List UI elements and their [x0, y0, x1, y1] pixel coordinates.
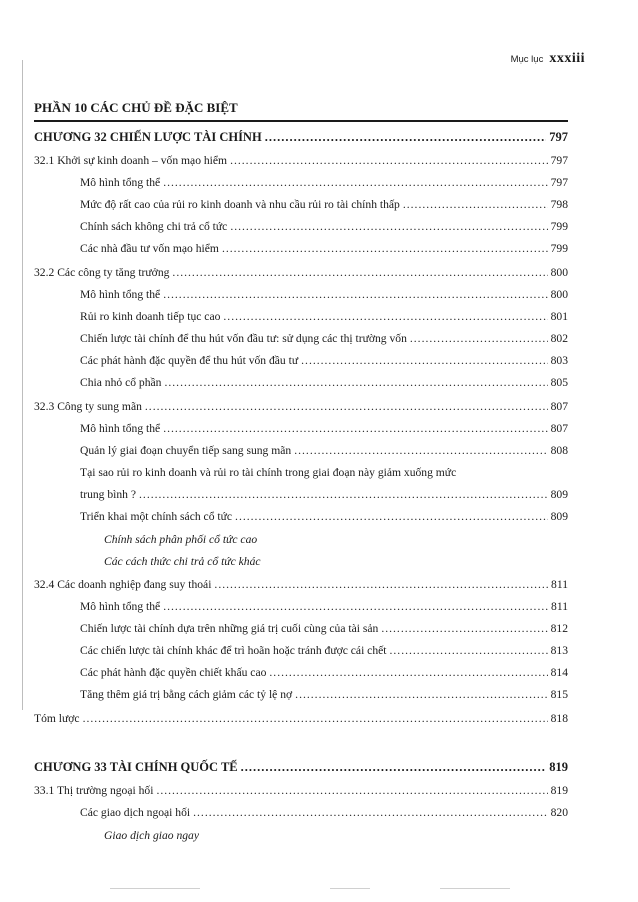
- page-number: 813: [550, 644, 568, 657]
- entry-title: 32.1 Khởi sự kinh doanh – vốn mạo hiểm: [34, 154, 228, 167]
- page-number: 798: [550, 198, 568, 211]
- page-number: 805: [550, 376, 568, 389]
- page-number: 809: [550, 488, 568, 501]
- toc-entry[interactable]: [80, 332, 568, 346]
- page-number: 808: [550, 444, 568, 457]
- toc-entry[interactable]: [80, 310, 568, 324]
- leader-dots: [139, 488, 548, 502]
- page-number: 797: [549, 130, 568, 144]
- leader-dots: [163, 176, 547, 190]
- page-number: 815: [550, 688, 568, 701]
- entry-title: Chiến lược tài chính dựa trên những giá trị cuối cùng của tài sản: [80, 622, 379, 635]
- page-number: 819: [550, 784, 568, 797]
- toc-entry[interactable]: [80, 242, 568, 256]
- leader-dots: [83, 712, 548, 726]
- entry-title: 32.3 Công ty sung mãn: [34, 400, 142, 413]
- leader-dots: [222, 242, 548, 256]
- leader-dots: [301, 354, 547, 368]
- toc-entry[interactable]: [80, 198, 568, 212]
- toc-subentry[interactable]: Chính sách phân phối cổ tức cao: [104, 533, 258, 546]
- leader-dots: [294, 444, 547, 458]
- entry-title: Mô hình tổng thể: [80, 600, 161, 613]
- entry-title: Chiến lược tài chính để thu hút vốn đầu tư: sử dụng các thị trường vốn: [80, 332, 407, 345]
- entry-title: Các phát hành đặc quyền để thu hút vốn đầu tư: [80, 354, 299, 367]
- entry-title: Chia nhỏ cổ phần: [80, 376, 162, 389]
- entry-title: Rủi ro kinh doanh tiếp tục cao: [80, 310, 221, 323]
- page-number: 801: [550, 310, 568, 323]
- toc-entry[interactable]: [80, 600, 568, 614]
- toc-entry[interactable]: [80, 176, 568, 190]
- page-number: 814: [550, 666, 568, 679]
- entry-title: Mô hình tổng thể: [80, 288, 161, 301]
- leader-dots: [410, 332, 548, 346]
- toc-entry[interactable]: [80, 288, 568, 302]
- entry-title: Tăng thêm giá trị bằng cách giảm các tỷ lệ nợ: [80, 688, 293, 701]
- entry-title: Các chiến lược tài chính khác để trì hoãn hoặc tránh được cái chết: [80, 644, 387, 657]
- leader-dots: [381, 622, 547, 636]
- chapter-32-entry[interactable]: [34, 130, 568, 144]
- toc-entry[interactable]: [80, 488, 568, 502]
- entry-title: Triển khai một chính sách cổ tức: [80, 510, 233, 523]
- toc-entry[interactable]: [80, 510, 568, 524]
- entry-title: Tóm lược: [34, 712, 80, 725]
- entry-title: Chính sách không chi trả cổ tức: [80, 220, 228, 233]
- part-title: PHẦN 10 CÁC CHỦ ĐỀ ĐẶC BIỆT: [34, 100, 238, 115]
- toc-entry[interactable]: [80, 666, 568, 680]
- page-number: 809: [550, 510, 568, 523]
- page-number: 797: [550, 176, 568, 189]
- toc-entry[interactable]: [80, 220, 568, 234]
- leader-dots: [164, 376, 547, 390]
- running-header: [511, 51, 585, 67]
- entry-title: Các giao dịch ngoại hối: [80, 806, 191, 819]
- page-number: 800: [550, 266, 568, 279]
- page-number: 811: [551, 600, 568, 613]
- page-number: 807: [550, 422, 568, 435]
- leader-dots: [223, 310, 547, 324]
- toc-entry-section-32-2[interactable]: [34, 266, 568, 280]
- leader-dots: [230, 220, 547, 234]
- entry-title: Các phát hành đặc quyền chiết khấu cao: [80, 666, 267, 679]
- entry-title: trung bình ?: [80, 488, 137, 501]
- leader-dots: [295, 688, 547, 702]
- leader-dots: [269, 666, 547, 680]
- page-number: 820: [550, 806, 568, 819]
- scan-artifact: [440, 888, 510, 889]
- toc-entry-section-33-1[interactable]: [34, 784, 568, 798]
- toc-subentry[interactable]: Các cách thức chi trả cổ tức khác: [104, 555, 261, 568]
- page-edge-line: [22, 60, 23, 710]
- toc-entry[interactable]: [80, 376, 568, 390]
- scan-artifact: [330, 888, 370, 889]
- page-number: 800: [550, 288, 568, 301]
- page-number: 819: [549, 760, 568, 774]
- page-number: 812: [550, 622, 568, 635]
- entry-title: 32.2 Các công ty tăng trưởng: [34, 266, 170, 279]
- entry-title: Mức độ rất cao của rủi ro kinh doanh và nhu cầu rủi ro tài chính thấp: [80, 198, 400, 211]
- toc-entry[interactable]: [80, 622, 568, 636]
- header-page-number: xxxiii: [549, 51, 585, 66]
- entry-title: Mô hình tổng thể: [80, 422, 161, 435]
- header-section: Mục lục: [510, 54, 544, 65]
- part-rule: [34, 120, 568, 122]
- toc-entry-summary[interactable]: [34, 712, 568, 726]
- leader-dots: [163, 422, 547, 436]
- entry-title: Mô hình tổng thể: [80, 176, 161, 189]
- chapter-33-entry[interactable]: [34, 760, 568, 774]
- page-number: 797: [550, 154, 568, 167]
- toc-entry[interactable]: [80, 644, 568, 658]
- leader-dots: [163, 288, 547, 302]
- scan-artifact: [110, 888, 200, 889]
- leader-dots: [214, 578, 548, 592]
- leader-dots: [241, 760, 547, 774]
- toc-entry-section-32-4[interactable]: [34, 578, 568, 592]
- page-number: 799: [550, 220, 568, 233]
- entry-title: 33.1 Thị trường ngoại hối: [34, 784, 154, 797]
- toc-entry-line-1[interactable]: Tại sao rủi ro kinh doanh và rủi ro tài chính trong giai đoạn này giảm xuống mức: [80, 466, 457, 479]
- page-number: 802: [550, 332, 568, 345]
- toc-entry[interactable]: [80, 688, 568, 702]
- toc-entry[interactable]: [80, 444, 568, 458]
- chapter-title: CHƯƠNG 33 TÀI CHÍNH QUỐC TẾ: [34, 760, 238, 774]
- toc-entry-section-32-1[interactable]: [34, 154, 568, 168]
- entry-title: Quản lý giai đoạn chuyển tiếp sang sung mãn: [80, 444, 292, 457]
- page-number: 803: [550, 354, 568, 367]
- entry-title: 32.4 Các doanh nghiệp đang suy thoái: [34, 578, 212, 591]
- page-number: 818: [550, 712, 568, 725]
- leader-dots: [403, 198, 548, 212]
- page-number: 799: [550, 242, 568, 255]
- leader-dots: [265, 130, 547, 144]
- toc-entry[interactable]: [80, 806, 568, 820]
- leader-dots: [163, 600, 548, 614]
- leader-dots: [230, 154, 548, 168]
- toc-entry-section-32-3[interactable]: [34, 400, 568, 414]
- toc-entry[interactable]: [80, 354, 568, 368]
- page-number: 807: [550, 400, 568, 413]
- leader-dots: [235, 510, 548, 524]
- toc-entry[interactable]: [80, 422, 568, 436]
- leader-dots: [156, 784, 547, 798]
- leader-dots: [145, 400, 548, 414]
- toc-subentry[interactable]: Giao dịch giao ngay: [104, 829, 199, 842]
- leader-dots: [172, 266, 547, 280]
- page-number: 811: [551, 578, 568, 591]
- entry-title: Các nhà đầu tư vốn mạo hiểm: [80, 242, 219, 255]
- chapter-title: CHƯƠNG 32 CHIẾN LƯỢC TÀI CHÍNH: [34, 130, 262, 144]
- leader-dots: [390, 644, 548, 658]
- leader-dots: [193, 806, 547, 820]
